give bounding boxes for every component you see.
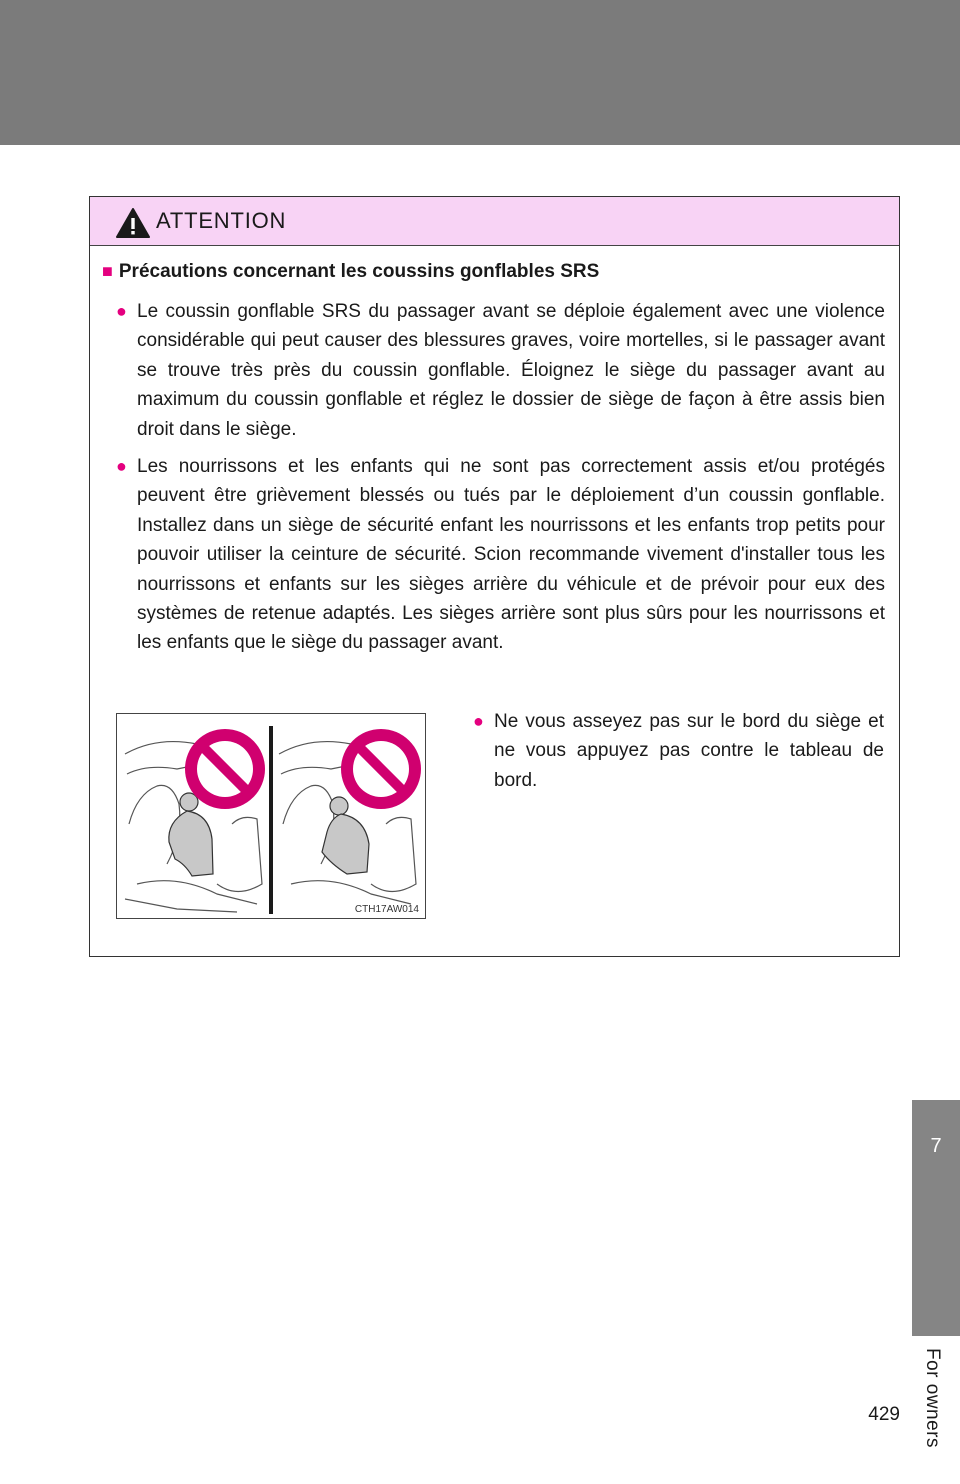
bullet-dot-icon: ● [473,711,484,731]
square-bullet-icon: ■ [102,261,113,281]
bullet-item [116,297,885,444]
bullet-item [473,707,884,795]
caution-header [90,197,899,246]
bullet-text: Ne vous asseyez pas sur le bord du siège et ne vous appuyez pas contre le tableau de bord. [494,711,884,791]
bullet-dot-icon: ● [116,301,127,321]
caution-title: ATTENTION [156,208,287,233]
bullet-text: Le coussin gonflable SRS du passager avant se déploie également avec une violence considérable qui peut causer des blessures graves, voire mortelles, si le passager avant se trouve très près du coussin gonflable. Éloignez le siège du passager avant au maximum du coussin gonflable et réglez le dossier de siège de façon à être assis bien droit dans le siège. [137,301,885,440]
section-heading [102,261,599,283]
illustration-code: CTH17AW014 [354,904,419,915]
caution-box [89,196,900,957]
chapter-label [910,1343,954,1453]
bullet-text: Les nourrissons et les enfants qui ne sont pas correctement assis et/ou protégés peuvent être grièvement blessés ou tués par le déploiement d’un coussin gonflable. Installez dans un siège de sécurité enfant les nourrissons et les enfants trop petits pour pouvoir utiliser la ceinture de sécurité. Scion recommande vivement d'installer tous les nourrissons et enfants sur les sièges arrière du véhicule et de prévoir pour eux des systèmes de retenue adaptés. Les sièges arrière sont plus sûrs pour les nourrissons et les enfants que le siège du passager avant. [137,456,885,654]
bullet-dot-icon: ● [116,456,127,476]
chapter-number: 7 [930,1135,942,1157]
chapter-label-text: For owners [922,1347,943,1449]
top-band [0,0,960,145]
bullet-item [116,452,885,658]
illustration-seating-prohibited [116,713,426,919]
illustration-drawing [117,714,425,918]
page-number: 429 [868,1404,900,1425]
section-heading-text: Précautions concernant les coussins gonflables SRS [118,261,600,282]
warning-triangle-icon [115,207,151,239]
